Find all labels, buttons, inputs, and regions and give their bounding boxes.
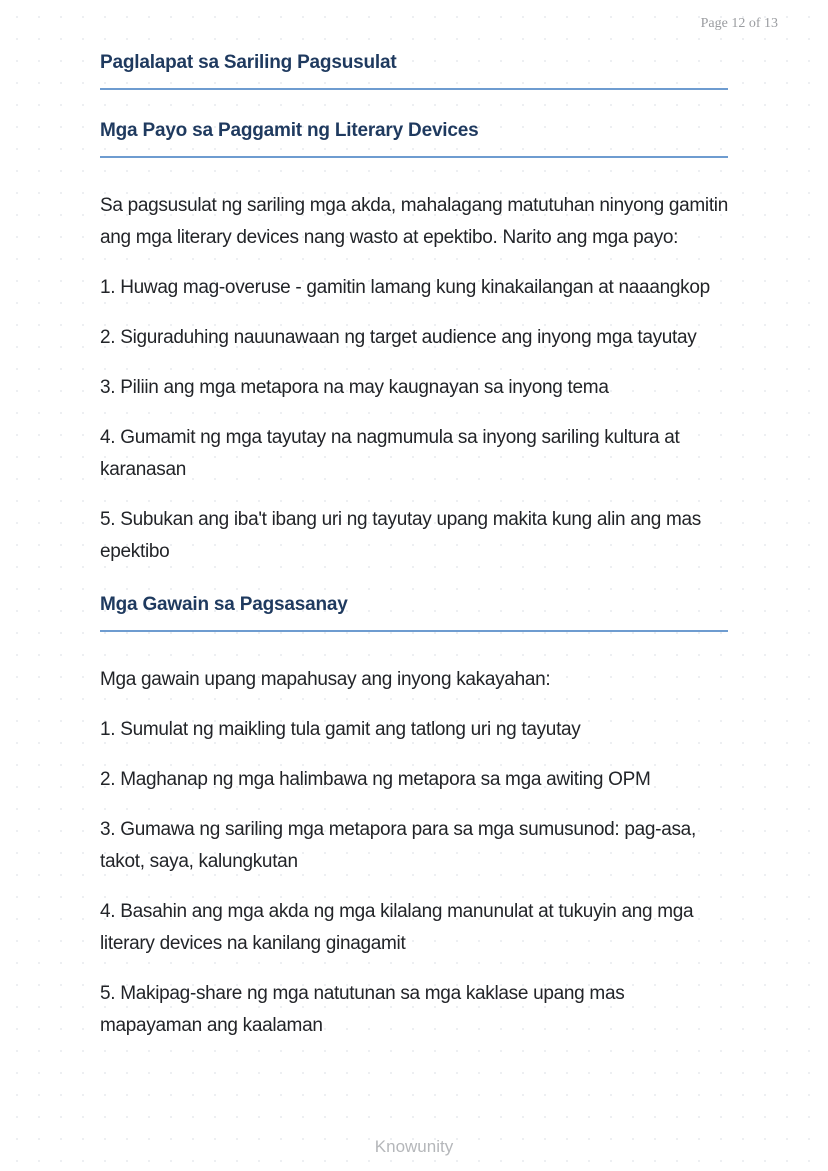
list-item: 5. Subukan ang iba't ibang uri ng tayutay upang makita kung alin ang mas epektibo: [100, 509, 702, 562]
list-item: 3. Gumawa ng sariling mga metapora para sa mga sumusunod: pag-asa, takot, saya, kalungkutan: [100, 819, 696, 872]
list-item: 3. Piliin ang mga metapora na may kaugnayan sa inyong tema: [100, 377, 609, 398]
list-item: 4. Basahin ang mga akda ng mga kilalang manunulat at tukuyin ang mga literary devices na kanilang ginagamit: [100, 901, 694, 954]
activities-intro: Mga gawain upang mapahusay ang inyong kakayahan:: [100, 669, 551, 690]
document-content: [100, 50, 728, 1042]
list-item: 5. Makipag-share ng mga natutunan sa mga kaklase upang mas mapayaman ang kaalaman: [100, 983, 625, 1036]
list-item: 4. Gumamit ng mga tayutay na nagmumula sa inyong sariling kultura at karanasan: [100, 427, 680, 480]
footer-brand: Knowunity: [374, 1137, 454, 1156]
activities-list: [100, 714, 728, 1042]
page-number: Page 12 of 13: [700, 16, 778, 31]
section-title: Paglalapat sa Sariling Pagsusulat: [100, 50, 728, 90]
tips-list: [100, 272, 728, 568]
tips-heading: Mga Payo sa Paggamit ng Literary Devices: [100, 118, 728, 158]
activities-heading: Mga Gawain sa Pagsasanay: [100, 592, 728, 632]
list-item: 1. Sumulat ng maikling tula gamit ang tatlong uri ng tayutay: [100, 719, 581, 740]
list-item: 1. Huwag mag-overuse - gamitin lamang kung kinakailangan at naaangkop: [100, 277, 710, 298]
list-item: 2. Maghanap ng mga halimbawa ng metapora sa mga awiting OPM: [100, 769, 651, 790]
list-item: 2. Siguraduhing nauunawaan ng target audience ang inyong mga tayutay: [100, 327, 697, 348]
tips-intro: Sa pagsusulat ng sariling mga akda, mahalagang matutuhan ninyong gamitin ang mga literary devices nang wasto at epektibo. Narito ang mga payo:: [100, 195, 728, 248]
